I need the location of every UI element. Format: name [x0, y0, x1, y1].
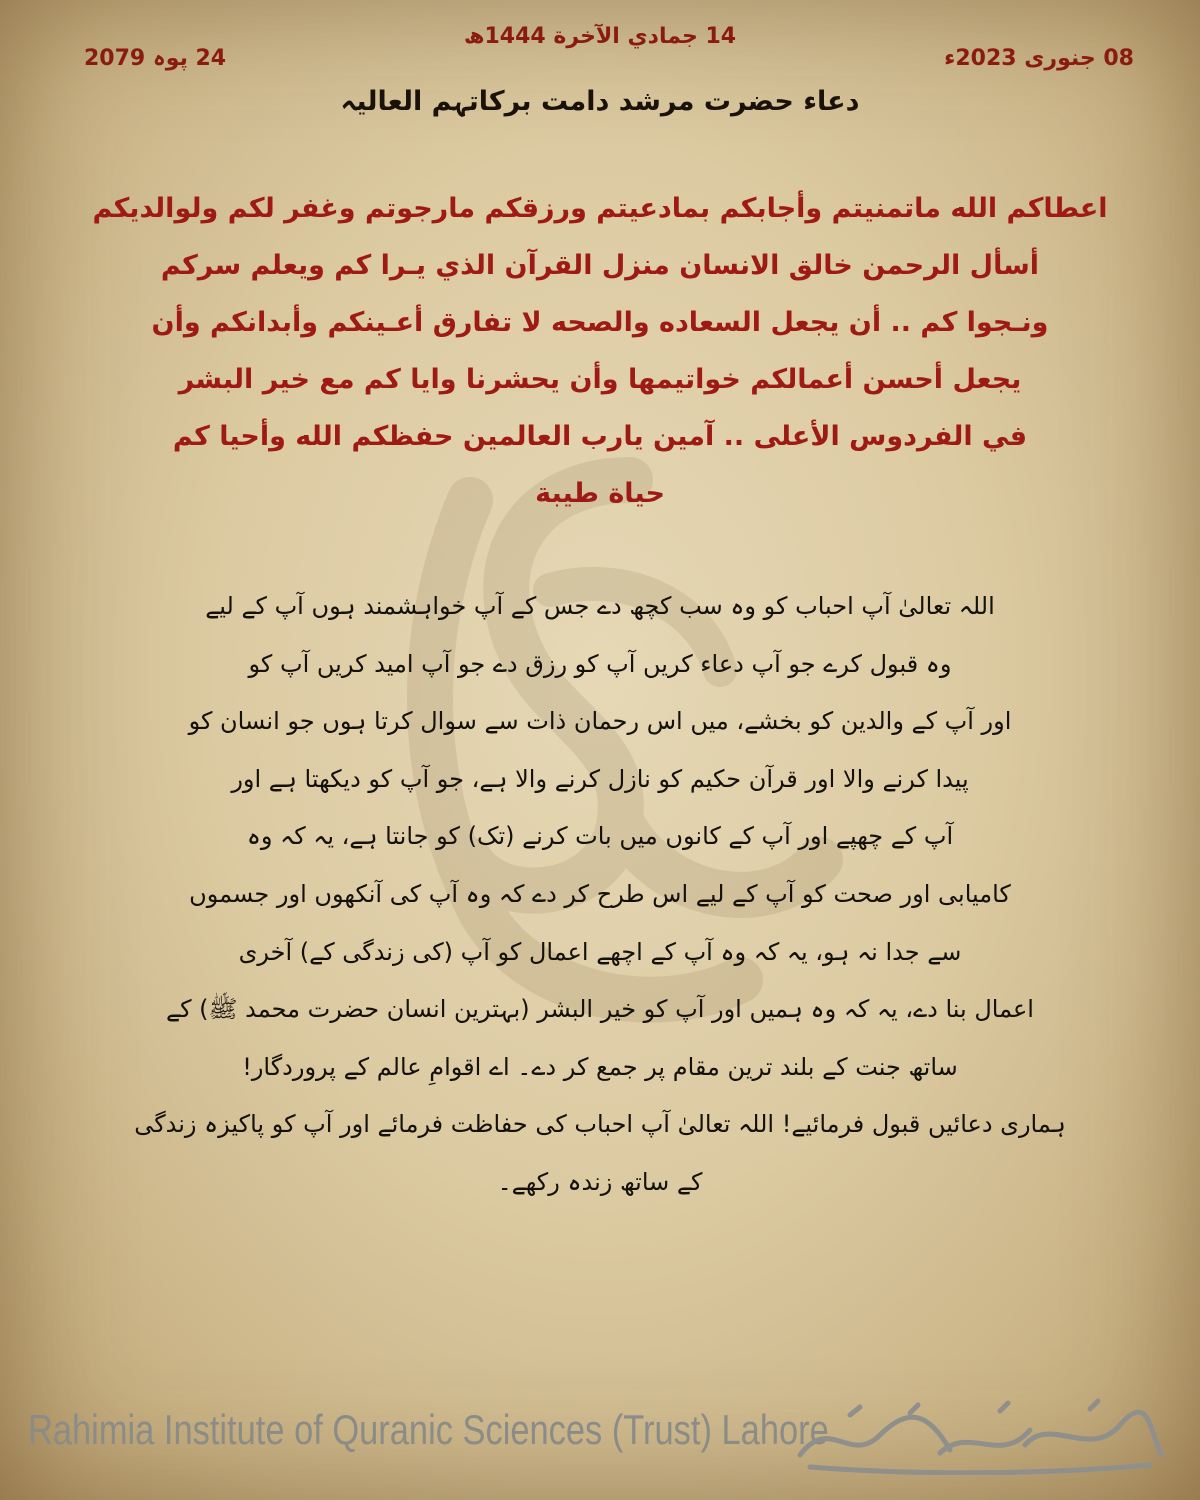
gregorian-date: 08 جنوری 2023ء	[944, 46, 1134, 71]
urdu-line: سے جدا نہ ہو، یہ کہ وہ آپ کے اچھے اعمال کو آپ (کی زندگی کے) آخری	[238, 937, 962, 966]
institute-name: Rahimia Institute of Quranic Sciences (Trust) Lahore	[28, 1406, 829, 1453]
arabic-line: حياة طيبة	[535, 478, 665, 509]
bikrami-date: 24 پوہ 2079	[84, 46, 227, 71]
urdu-line: پیدا کرنے والا اور قرآن حکیم کو نازل کرنے والا ہے، جو آپ کو دیکھتا ہے اور	[231, 764, 969, 793]
arabic-line: ونـجوا كم .. أن يجعل السعاده والصحه لا تفارق أعـينكم وأبدانكم وأن	[151, 307, 1049, 338]
arabic-dua	[80, 180, 1120, 522]
hijri-date: 14 جمادي الآخرة 1444ھ	[463, 24, 737, 49]
urdu-line: ہماری دعائیں قبول فرمائیے! اللہ تعالیٰ آپ احباب کی حفاظت فرمائے اور آپ کو پاکیزہ زندگی	[134, 1110, 1066, 1139]
urdu-line: وہ قبول کرے جو آپ دعاء کریں آپ کو رزق دے جو آپ امید کریں آپ کو	[248, 649, 952, 678]
arabic-line: أسأل الرحمن خالق الانسان منزل القرآن الذي يـرا كم ويعلم سركم	[160, 250, 1040, 281]
urdu-translation	[120, 578, 1080, 1212]
urdu-line: اعمال بنا دے، یہ کہ وہ ہمیں اور آپ کو خیر البشر (بہترین انسان حضرت محمد ﷺ) کے	[166, 995, 1034, 1024]
arabic-line: يجعل أحسن أعمالكم خواتيمها وأن يحشرنا وايا كم مع خير البشر	[178, 364, 1022, 395]
urdu-line: کے ساتھ زندہ رکھے۔	[497, 1167, 703, 1196]
arabic-line: اعطاكم الله ماتمنيتم وأجابكم بمادعيتم ورزقكم مارجوتم وغفر لكم ولوالديكم	[92, 193, 1108, 224]
page-title: دعاء حضرت مرشد دامت برکاتہم العالیہ	[340, 86, 860, 117]
urdu-line: ساتھ جنت کے بلند ترین مقام پر جمع کر دے۔ اے اقوامِ عالم کے پروردگار!	[242, 1052, 958, 1081]
urdu-line: آپ کے چھپے اور آپ کے کانوں میں بات کرنے (تک) کو جانتا ہے، یہ کہ وہ	[246, 822, 954, 851]
urdu-line: کامیابی اور صحت کو آپ کے لیے اس طرح کر دے کہ وہ آپ کی آنکھوں اور جسموں	[189, 879, 1011, 908]
arabic-line: في الفردوس الأعلى .. آمين يارب العالمين حفظكم الله وأحيا كم	[172, 421, 1028, 452]
urdu-line: اور آپ کے والدین کو بخشے، میں اس رحمان ذات سے سوال کرتا ہوں جو انسان کو	[188, 707, 1012, 736]
urdu-line: اللہ تعالیٰ آپ احباب کو وہ سب کچھ دے جس کے آپ خواہشمند ہوں آپ کے لیے	[205, 592, 995, 620]
institute-calligraphy-logo	[790, 1395, 1170, 1475]
